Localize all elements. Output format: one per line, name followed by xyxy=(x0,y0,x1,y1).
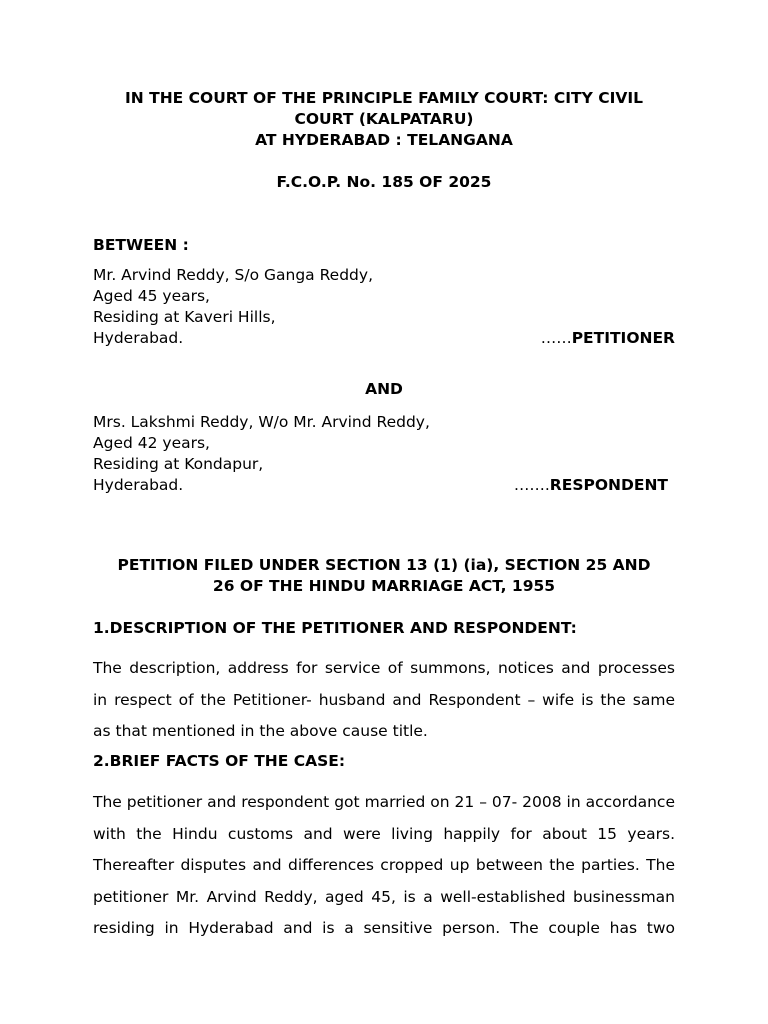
paragraph-line: Thereafter disputes and differences cropped up between the parties. The xyxy=(93,856,675,874)
paragraph-line: in respect of the Petitioner- husband and Respondent – wife is the same xyxy=(93,690,675,709)
paragraph-line: petitioner Mr. Arvind Reddy, aged 45, is a well-established businessman xyxy=(93,887,675,906)
petitioner-role-label: PETITIONER xyxy=(571,329,675,347)
section-1-heading: 1.DESCRIPTION OF THE PETITIONER AND RESPONDENT: xyxy=(93,619,577,637)
paragraph-line: The description, address for service of summons, notices and processes xyxy=(93,659,675,677)
respondent-block xyxy=(93,412,668,496)
section-2-heading: 2.BRIEF FACTS OF THE CASE: xyxy=(93,752,346,770)
section-2-paragraph xyxy=(93,787,675,945)
paragraph-line: residing in Hyderabad and is a sensitive person. The couple has two xyxy=(93,919,675,937)
paragraph-line: as that mentioned in the above cause title. xyxy=(93,722,428,740)
petitioner-block xyxy=(93,265,675,349)
respondent-last-line xyxy=(93,475,668,496)
court-title-line-3: AT HYDERABAD : TELANGANA xyxy=(255,131,513,149)
respondent-line: Hyderabad. xyxy=(93,476,184,494)
and-separator: AND xyxy=(365,380,403,398)
court-title-line-1: IN THE COURT OF THE PRINCIPLE FAMILY COURT: CITY CIVIL xyxy=(125,89,643,107)
petition-heading-line-1: PETITION FILED UNDER SECTION 13 (1) (ia), SECTION 25 AND xyxy=(117,556,651,574)
respondent-role-dots: ……. xyxy=(513,476,550,494)
petitioner-line: Hyderabad. xyxy=(93,329,184,347)
petitioner-line: Aged 45 years, xyxy=(93,287,210,305)
petitioner-role-dots: …… xyxy=(540,329,572,347)
paragraph-line: The petitioner and respondent got married on 21 – 07- 2008 in accordance xyxy=(93,793,675,811)
between-label: BETWEEN : xyxy=(93,236,189,254)
petition-heading xyxy=(70,555,698,597)
petitioner-line: Mr. Arvind Reddy, S/o Ganga Reddy, xyxy=(93,266,373,284)
petition-heading-line-2: 26 OF THE HINDU MARRIAGE ACT, 1955 xyxy=(212,577,556,595)
court-title xyxy=(80,88,688,151)
respondent-line: Mrs. Lakshmi Reddy, W/o Mr. Arvind Reddy, xyxy=(93,413,430,431)
respondent-role-label: RESPONDENT xyxy=(549,476,668,494)
petitioner-role xyxy=(541,328,675,349)
case-number: F.C.O.P. No. 185 OF 2025 xyxy=(276,173,492,191)
petitioner-line: Residing at Kaveri Hills, xyxy=(93,308,276,326)
respondent-role xyxy=(514,475,668,496)
respondent-line: Aged 42 years, xyxy=(93,434,210,452)
court-title-line-2: COURT (KALPATARU) xyxy=(294,110,474,128)
paragraph-line: with the Hindu customs and were living happily for about 15 years. xyxy=(93,824,675,843)
respondent-line: Residing at Kondapur, xyxy=(93,455,264,473)
section-1-paragraph xyxy=(93,653,675,748)
petitioner-last-line xyxy=(93,328,675,349)
